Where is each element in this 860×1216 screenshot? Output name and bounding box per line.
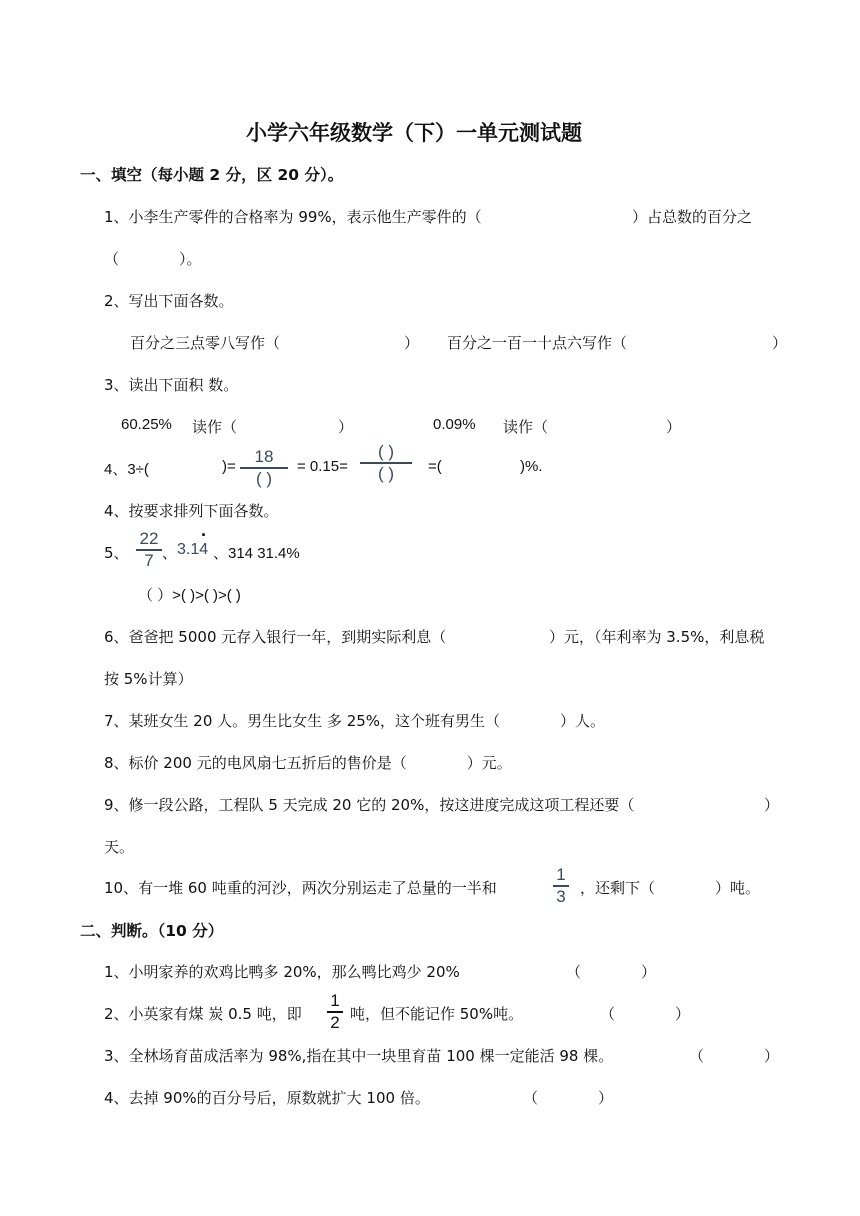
q4-end: )%. (520, 458, 543, 475)
q5-repeating-decimal: 3.14 (177, 541, 209, 558)
q2-text: 2、写出下面各数。 (104, 292, 234, 310)
q3-b-read: 读作（ (503, 418, 549, 436)
q5-order-blanks: （ ）>( )>( )>( ) (138, 587, 241, 604)
question-8: 8、标价 200 元的电风扇七五折后的售价是（ ）元。 (104, 754, 512, 772)
q5-sep: 、 (162, 544, 178, 562)
q4-eq: =( (428, 458, 442, 475)
q5-repeat-dot: · (201, 525, 207, 545)
q5-rest: 、314 31.4% (213, 545, 300, 562)
j2-text-b: 吨，但不能记作 50%吨。 (350, 1005, 524, 1023)
j2-paren: （ ） (600, 1005, 691, 1023)
q4-fraction-2 (360, 443, 412, 483)
j4-paren: （ ） (523, 1089, 614, 1107)
q3-b-end: ） (666, 418, 682, 436)
j1-text: 1、小明家养的欢鸡比鸭多 20%，那么鸭比鸡少 20% (104, 963, 460, 981)
q5-fraction (136, 530, 162, 570)
q1-text-b: ）占总数的百分之 (632, 208, 753, 226)
q4-frac2-denominator: ( ) (377, 464, 395, 483)
j4-text: 4、去掉 90%的百分号后，原数就扩大 100 倍。 (104, 1089, 430, 1107)
q4-prefix: 4、3÷( (104, 461, 149, 478)
q4-frac1-numerator: 18 (254, 447, 274, 466)
section-2-heading: 二、判断。（10 分） (80, 922, 224, 940)
question-7: 7、某班女生 20 人。男生比女生 多 25%，这个班有男生（ ）人。 (104, 712, 606, 730)
q10-frac-numerator: 1 (556, 865, 566, 884)
question-4b: 4、按要求排列下面各数。 (104, 502, 279, 520)
q2-b: 百分之一百一十点六写作（ (447, 334, 628, 352)
j3-paren: （ ） (689, 1047, 780, 1065)
q5-prefix: 5、 (104, 544, 129, 562)
q2-a-end: ） (404, 334, 420, 352)
q4-fraction-1 (240, 448, 288, 488)
q9-line1: 9、修一段公路，工程队 5 天完成 20 它的 20%，按这进度完成这项工程还要（ (104, 796, 635, 814)
q3-text: 3、读出下面积 数。 (104, 376, 239, 394)
q10-text-b: ，还剩下（ ）吨。 (580, 879, 761, 897)
q5-frac-denominator: 7 (144, 551, 154, 570)
q10-fraction (553, 866, 569, 906)
q2-a: 百分之三点零八写作（ (130, 334, 281, 352)
q1-text-line2: （ ）。 (104, 250, 202, 268)
q3-a-num: 60.25% (121, 416, 172, 433)
section-1-heading: 一、填空（每小题 2 分，区 20 分）。 (80, 166, 344, 184)
q6-line1-a: 6、爸爸把 5000 元存入银行一年，到期实际利息（ (104, 628, 447, 646)
j1-paren: （ ） (566, 963, 657, 981)
j2-fraction (327, 992, 343, 1032)
q4-frac2-numerator: ( ) (377, 442, 395, 461)
q3-a-end: ） (338, 418, 354, 436)
page-title: 小学六年级数学（下）一单元测试题 (246, 121, 582, 145)
q6-line2: 按 5%计算） (104, 670, 193, 688)
q4-close: )= (222, 458, 236, 475)
j2-frac-denominator: 2 (330, 1013, 340, 1032)
q3-a-read: 读作（ (192, 418, 238, 436)
q10-frac-denominator: 3 (556, 887, 566, 906)
j3-text: 3、全林场育苗成活率为 98%,指在其中一块里育苗 100 棵一定能活 98 棵。 (104, 1047, 614, 1065)
q1-text-a: 1、小李生产零件的合格率为 99%，表示他生产零件的（ (104, 208, 482, 226)
q5-frac-numerator: 22 (139, 529, 159, 548)
q9-line2: 天。 (104, 838, 135, 856)
q6-line1-b: ）元，（年利率为 3.5%，利息税 (549, 628, 765, 646)
q4-frac1-denominator: ( ) (255, 469, 273, 488)
q10-text-a: 10、有一堆 60 吨重的河沙，两次分别运走了总量的一半和 (104, 879, 497, 897)
q3-b-num: 0.09% (433, 416, 476, 433)
j2-text-a: 2、小英家有煤 炭 0.5 吨，即 (104, 1005, 302, 1023)
q4-mid: = 0.15= (297, 458, 348, 475)
q2-b-end: ） (772, 334, 788, 352)
q9-line1-end: ） (764, 796, 780, 814)
j2-frac-numerator: 1 (330, 991, 340, 1010)
